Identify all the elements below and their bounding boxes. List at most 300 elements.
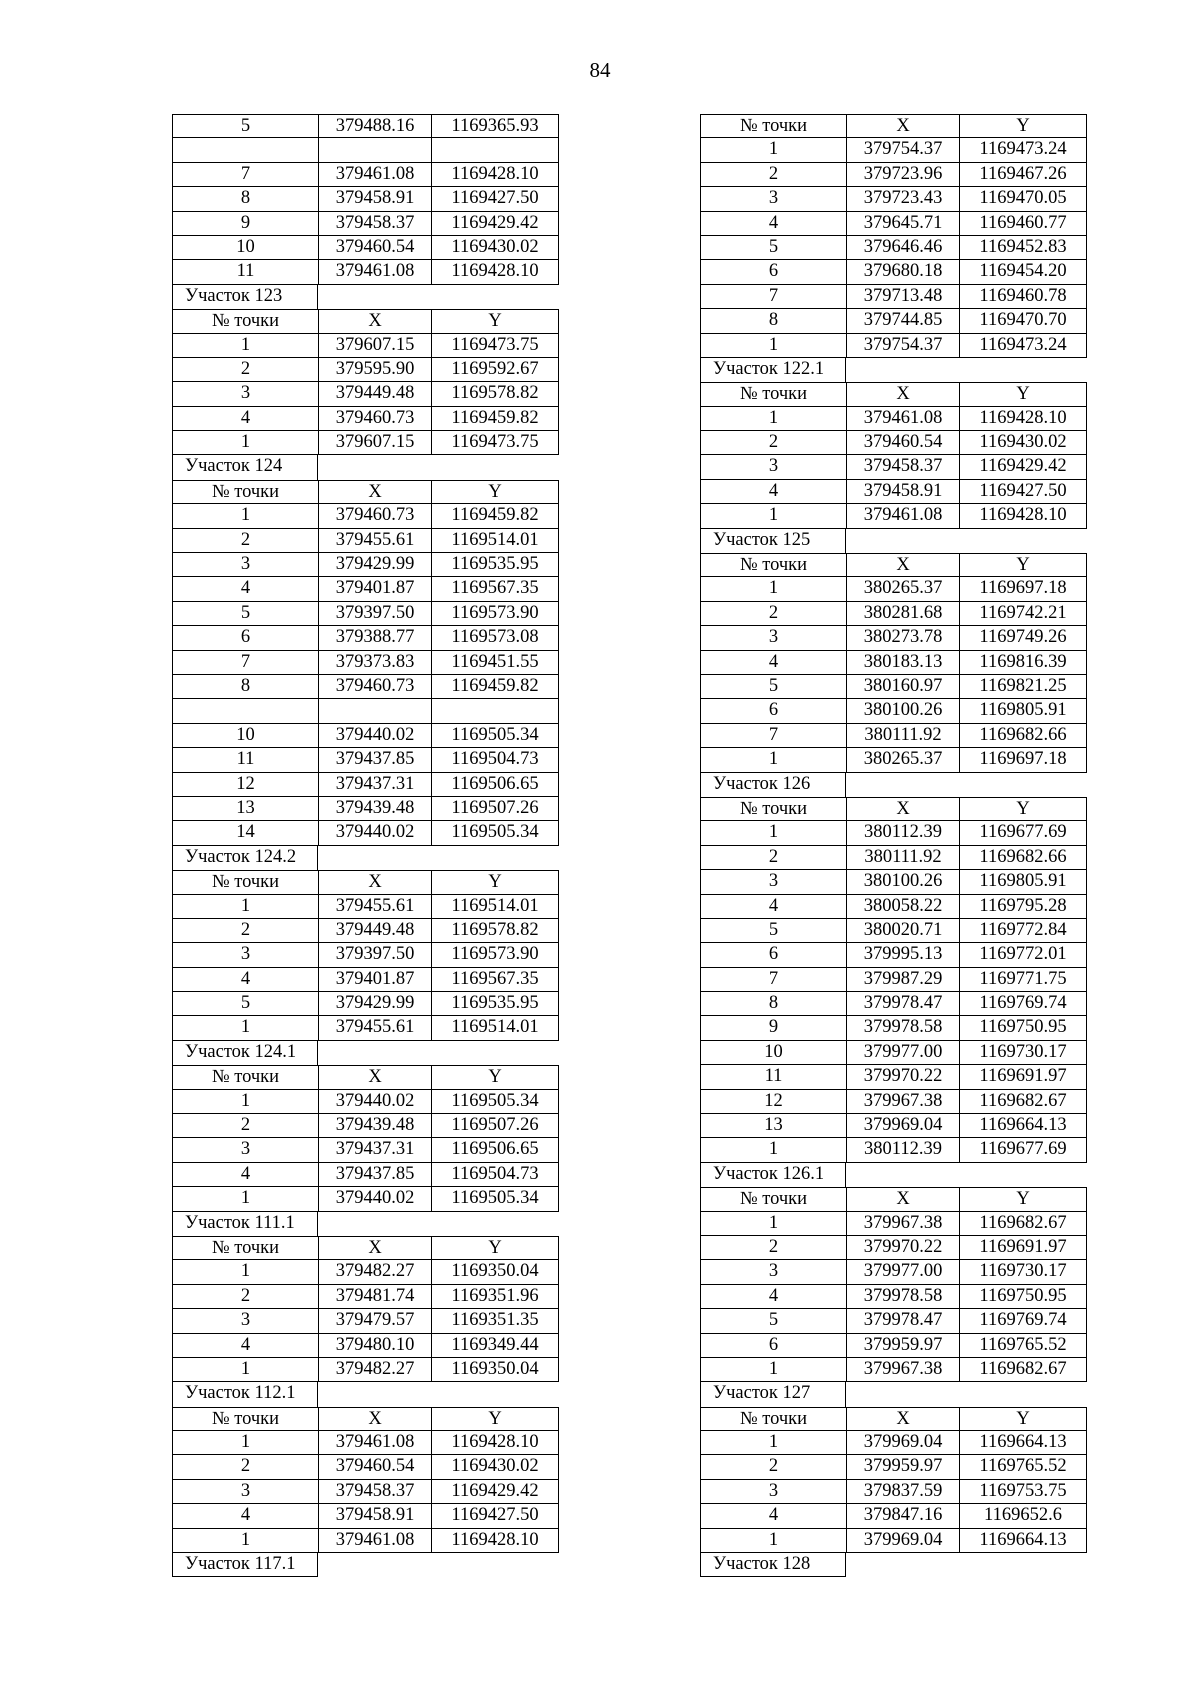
point-number-cell: 8 bbox=[172, 187, 318, 211]
y-cell: 1169730.17 bbox=[959, 1041, 1087, 1065]
point-number-cell: 2 bbox=[700, 1455, 846, 1479]
point-number-cell: 7 bbox=[700, 285, 846, 309]
y-cell: 1169769.74 bbox=[959, 992, 1087, 1016]
y-cell: 1169504.73 bbox=[431, 748, 559, 772]
table-row bbox=[700, 407, 1087, 431]
y-cell: 1169816.39 bbox=[959, 651, 1087, 675]
y-cell: 1169769.74 bbox=[959, 1309, 1087, 1333]
y-cell: 1169428.10 bbox=[431, 163, 559, 187]
x-cell: 379607.15 bbox=[318, 431, 431, 455]
x-cell: 380160.97 bbox=[846, 675, 959, 699]
point-number-cell: 6 bbox=[700, 260, 846, 284]
y-cell: 1169573.08 bbox=[431, 626, 559, 650]
point-number-cell: 7 bbox=[172, 651, 318, 675]
header-x: X bbox=[846, 553, 959, 577]
x-cell: 379967.38 bbox=[846, 1212, 959, 1236]
table-row bbox=[700, 675, 1087, 699]
x-cell: 379440.02 bbox=[318, 724, 431, 748]
section-title-row bbox=[172, 1041, 559, 1065]
x-cell bbox=[318, 138, 431, 162]
point-number-cell: 6 bbox=[700, 943, 846, 967]
point-number-cell: 1 bbox=[700, 334, 846, 358]
x-cell: 379461.08 bbox=[318, 163, 431, 187]
x-cell: 379480.10 bbox=[318, 1334, 431, 1358]
table-row bbox=[172, 114, 559, 138]
point-number-cell: 10 bbox=[700, 1041, 846, 1065]
x-cell: 379680.18 bbox=[846, 260, 959, 284]
y-cell bbox=[431, 138, 559, 162]
y-cell: 1169473.75 bbox=[431, 334, 559, 358]
y-cell: 1169805.91 bbox=[959, 870, 1087, 894]
header-point-number: № точки bbox=[172, 1407, 318, 1431]
point-number-cell bbox=[172, 699, 318, 723]
x-cell: 379397.50 bbox=[318, 943, 431, 967]
table-header-row bbox=[172, 870, 559, 894]
x-cell: 379479.57 bbox=[318, 1309, 431, 1333]
point-number-cell: 2 bbox=[172, 529, 318, 553]
table-row bbox=[700, 1309, 1087, 1333]
table-row bbox=[172, 1138, 559, 1162]
header-y: Y bbox=[431, 1407, 559, 1431]
y-cell: 1169429.42 bbox=[959, 455, 1087, 479]
table-row bbox=[700, 1138, 1087, 1162]
point-number-cell: 1 bbox=[700, 1358, 846, 1382]
header-x: X bbox=[846, 1407, 959, 1431]
y-cell: 1169697.18 bbox=[959, 577, 1087, 601]
x-cell: 379970.22 bbox=[846, 1236, 959, 1260]
y-cell: 1169470.05 bbox=[959, 187, 1087, 211]
table-row bbox=[172, 943, 559, 967]
x-cell: 379458.91 bbox=[318, 1504, 431, 1528]
y-cell: 1169427.50 bbox=[959, 480, 1087, 504]
x-cell: 380058.22 bbox=[846, 895, 959, 919]
point-number-cell: 3 bbox=[700, 1480, 846, 1504]
point-number-cell: 9 bbox=[172, 212, 318, 236]
x-cell: 379429.99 bbox=[318, 992, 431, 1016]
table-row bbox=[700, 992, 1087, 1016]
table-row bbox=[700, 1041, 1087, 1065]
y-cell: 1169567.35 bbox=[431, 577, 559, 601]
table-row bbox=[700, 821, 1087, 845]
x-cell: 380111.92 bbox=[846, 724, 959, 748]
x-cell: 379460.73 bbox=[318, 675, 431, 699]
x-cell: 379458.91 bbox=[318, 187, 431, 211]
table-header-row bbox=[172, 1407, 559, 1431]
point-number-cell: 11 bbox=[172, 260, 318, 284]
table-row bbox=[172, 577, 559, 601]
point-number-cell: 3 bbox=[700, 455, 846, 479]
y-cell: 1169772.84 bbox=[959, 919, 1087, 943]
table-row bbox=[172, 212, 559, 236]
x-cell: 379995.13 bbox=[846, 943, 959, 967]
header-y: Y bbox=[959, 797, 1087, 821]
table-row bbox=[700, 748, 1087, 772]
table-row bbox=[700, 1455, 1087, 1479]
y-cell: 1169697.18 bbox=[959, 748, 1087, 772]
table-row bbox=[172, 431, 559, 455]
x-cell: 379461.08 bbox=[318, 1431, 431, 1455]
y-cell: 1169592.67 bbox=[431, 358, 559, 382]
x-cell: 380273.78 bbox=[846, 626, 959, 650]
table-header-row bbox=[700, 382, 1087, 406]
y-cell: 1169750.95 bbox=[959, 1285, 1087, 1309]
x-cell: 380112.39 bbox=[846, 1138, 959, 1162]
y-cell: 1169677.69 bbox=[959, 821, 1087, 845]
point-number-cell: 1 bbox=[700, 577, 846, 601]
point-number-cell: 4 bbox=[700, 1504, 846, 1528]
section-title: Участок 124 bbox=[172, 455, 318, 479]
point-number-cell: 3 bbox=[700, 187, 846, 211]
x-cell: 380112.39 bbox=[846, 821, 959, 845]
table-row bbox=[700, 724, 1087, 748]
table-row bbox=[700, 138, 1087, 162]
y-cell: 1169459.82 bbox=[431, 504, 559, 528]
x-cell: 379978.58 bbox=[846, 1016, 959, 1040]
table-row bbox=[700, 163, 1087, 187]
point-number-cell: 4 bbox=[700, 212, 846, 236]
point-number-cell: 5 bbox=[172, 114, 318, 138]
header-y: Y bbox=[959, 382, 1087, 406]
point-number-cell: 4 bbox=[172, 577, 318, 601]
point-number-cell: 1 bbox=[700, 138, 846, 162]
point-number-cell: 1 bbox=[172, 1016, 318, 1040]
x-cell: 379967.38 bbox=[846, 1358, 959, 1382]
table-row bbox=[172, 919, 559, 943]
y-cell bbox=[431, 699, 559, 723]
point-number-cell: 2 bbox=[700, 431, 846, 455]
table-row bbox=[172, 1480, 559, 1504]
point-number-cell: 3 bbox=[172, 1309, 318, 1333]
x-cell: 379437.85 bbox=[318, 748, 431, 772]
y-cell: 1169682.67 bbox=[959, 1212, 1087, 1236]
y-cell: 1169805.91 bbox=[959, 699, 1087, 723]
y-cell: 1169771.75 bbox=[959, 968, 1087, 992]
table-row bbox=[700, 577, 1087, 601]
y-cell: 1169350.04 bbox=[431, 1358, 559, 1382]
x-cell: 379977.00 bbox=[846, 1041, 959, 1065]
x-cell: 379439.48 bbox=[318, 1114, 431, 1138]
header-x: X bbox=[318, 1236, 431, 1260]
y-cell: 1169504.73 bbox=[431, 1163, 559, 1187]
table-row bbox=[172, 626, 559, 650]
y-cell: 1169507.26 bbox=[431, 797, 559, 821]
x-cell: 379373.83 bbox=[318, 651, 431, 675]
header-x: X bbox=[318, 309, 431, 333]
point-number-cell: 4 bbox=[700, 895, 846, 919]
section-title: Участок 123 bbox=[172, 285, 318, 309]
x-cell: 379978.47 bbox=[846, 1309, 959, 1333]
header-x: X bbox=[846, 1187, 959, 1211]
y-cell: 1169428.10 bbox=[959, 407, 1087, 431]
point-number-cell: 1 bbox=[700, 748, 846, 772]
table-row bbox=[172, 529, 559, 553]
y-cell: 1169730.17 bbox=[959, 1260, 1087, 1284]
header-y: Y bbox=[431, 1236, 559, 1260]
y-cell: 1169506.65 bbox=[431, 1138, 559, 1162]
point-number-cell: 1 bbox=[700, 821, 846, 845]
y-cell: 1169430.02 bbox=[431, 236, 559, 260]
point-number-cell: 8 bbox=[172, 675, 318, 699]
y-cell: 1169505.34 bbox=[431, 724, 559, 748]
header-point-number: № точки bbox=[172, 309, 318, 333]
table-row bbox=[172, 1260, 559, 1284]
header-y: Y bbox=[959, 1407, 1087, 1431]
table-row bbox=[700, 895, 1087, 919]
point-number-cell: 12 bbox=[172, 773, 318, 797]
y-cell: 1169535.95 bbox=[431, 553, 559, 577]
point-number-cell: 3 bbox=[172, 553, 318, 577]
point-number-cell: 2 bbox=[172, 919, 318, 943]
y-cell: 1169428.10 bbox=[959, 504, 1087, 528]
point-number-cell: 13 bbox=[172, 797, 318, 821]
point-number-cell: 3 bbox=[700, 870, 846, 894]
point-number-cell: 4 bbox=[172, 407, 318, 431]
point-number-cell: 4 bbox=[700, 480, 846, 504]
y-cell: 1169691.97 bbox=[959, 1236, 1087, 1260]
table-row bbox=[700, 943, 1087, 967]
x-cell: 380265.37 bbox=[846, 748, 959, 772]
point-number-cell: 2 bbox=[172, 1285, 318, 1309]
section-title: Участок 125 bbox=[700, 529, 846, 553]
point-number-cell: 1 bbox=[700, 1529, 846, 1553]
y-cell: 1169452.83 bbox=[959, 236, 1087, 260]
table-row bbox=[172, 1529, 559, 1553]
table-row bbox=[172, 1187, 559, 1211]
point-number-cell: 3 bbox=[172, 1138, 318, 1162]
header-point-number: № точки bbox=[700, 1407, 846, 1431]
y-cell: 1169351.96 bbox=[431, 1285, 559, 1309]
y-cell: 1169664.13 bbox=[959, 1114, 1087, 1138]
right-coordinates-table bbox=[700, 114, 1087, 1577]
point-number-cell: 11 bbox=[700, 1065, 846, 1089]
point-number-cell: 4 bbox=[172, 1334, 318, 1358]
point-number-cell bbox=[172, 138, 318, 162]
point-number-cell: 3 bbox=[700, 626, 846, 650]
table-row bbox=[172, 748, 559, 772]
point-number-cell: 2 bbox=[172, 358, 318, 382]
table-row bbox=[172, 236, 559, 260]
table-row bbox=[172, 1016, 559, 1040]
table-row bbox=[700, 1504, 1087, 1528]
point-number-cell: 1 bbox=[172, 1358, 318, 1382]
section-title: Участок 117.1 bbox=[172, 1553, 318, 1577]
x-cell: 379967.38 bbox=[846, 1090, 959, 1114]
y-cell: 1169507.26 bbox=[431, 1114, 559, 1138]
point-number-cell: 3 bbox=[172, 1480, 318, 1504]
section-title-row bbox=[700, 773, 1087, 797]
table-row bbox=[172, 504, 559, 528]
header-y: Y bbox=[431, 1065, 559, 1089]
y-cell: 1169506.65 bbox=[431, 773, 559, 797]
x-cell: 379837.59 bbox=[846, 1480, 959, 1504]
y-cell: 1169664.13 bbox=[959, 1529, 1087, 1553]
y-cell: 1169573.90 bbox=[431, 943, 559, 967]
y-cell: 1169578.82 bbox=[431, 382, 559, 406]
y-cell: 1169573.90 bbox=[431, 602, 559, 626]
section-title: Участок 112.1 bbox=[172, 1382, 318, 1406]
section-title: Участок 128 bbox=[700, 1553, 846, 1577]
table-header-row bbox=[700, 797, 1087, 821]
point-number-cell: 1 bbox=[172, 1260, 318, 1284]
section-title: Участок 124.2 bbox=[172, 846, 318, 870]
y-cell: 1169473.75 bbox=[431, 431, 559, 455]
point-number-cell: 1 bbox=[700, 504, 846, 528]
table-row bbox=[172, 260, 559, 284]
x-cell: 379978.58 bbox=[846, 1285, 959, 1309]
table-row bbox=[172, 382, 559, 406]
y-cell: 1169772.01 bbox=[959, 943, 1087, 967]
x-cell: 379969.04 bbox=[846, 1114, 959, 1138]
y-cell: 1169682.66 bbox=[959, 724, 1087, 748]
x-cell: 379458.37 bbox=[318, 212, 431, 236]
table-row bbox=[700, 1529, 1087, 1553]
table-row bbox=[700, 699, 1087, 723]
header-point-number: № точки bbox=[700, 797, 846, 821]
header-point-number: № точки bbox=[700, 382, 846, 406]
table-row bbox=[172, 163, 559, 187]
point-number-cell: 3 bbox=[172, 943, 318, 967]
x-cell: 379482.27 bbox=[318, 1358, 431, 1382]
point-number-cell: 1 bbox=[172, 504, 318, 528]
table-row bbox=[700, 1358, 1087, 1382]
x-cell: 380265.37 bbox=[846, 577, 959, 601]
page-number: 84 bbox=[589, 58, 611, 82]
x-cell: 379713.48 bbox=[846, 285, 959, 309]
section-title-row bbox=[700, 1553, 1087, 1577]
point-number-cell: 10 bbox=[172, 236, 318, 260]
x-cell: 379397.50 bbox=[318, 602, 431, 626]
y-cell: 1169428.10 bbox=[431, 1529, 559, 1553]
y-cell: 1169350.04 bbox=[431, 1260, 559, 1284]
header-point-number: № точки bbox=[700, 553, 846, 577]
point-number-cell: 5 bbox=[700, 675, 846, 699]
x-cell: 379754.37 bbox=[846, 138, 959, 162]
header-y: Y bbox=[431, 870, 559, 894]
point-number-cell: 1 bbox=[700, 407, 846, 431]
point-number-cell: 7 bbox=[700, 724, 846, 748]
table-row bbox=[700, 1480, 1087, 1504]
table-row bbox=[700, 1212, 1087, 1236]
y-cell: 1169682.67 bbox=[959, 1090, 1087, 1114]
table-row bbox=[700, 1114, 1087, 1138]
y-cell: 1169505.34 bbox=[431, 1090, 559, 1114]
y-cell: 1169473.24 bbox=[959, 138, 1087, 162]
y-cell: 1169535.95 bbox=[431, 992, 559, 1016]
x-cell: 379460.73 bbox=[318, 504, 431, 528]
y-cell: 1169765.52 bbox=[959, 1334, 1087, 1358]
table-row bbox=[172, 651, 559, 675]
section-title-row bbox=[700, 358, 1087, 382]
section-title-row bbox=[172, 1553, 559, 1577]
table-row bbox=[172, 895, 559, 919]
table-header-row bbox=[700, 1187, 1087, 1211]
section-title: Участок 111.1 bbox=[172, 1212, 318, 1236]
header-point-number: № точки bbox=[172, 870, 318, 894]
x-cell: 379847.16 bbox=[846, 1504, 959, 1528]
y-cell: 1169459.82 bbox=[431, 407, 559, 431]
header-x: X bbox=[846, 797, 959, 821]
point-number-cell: 5 bbox=[700, 1309, 846, 1333]
table-row bbox=[172, 675, 559, 699]
point-number-cell: 14 bbox=[172, 821, 318, 845]
x-cell: 379460.73 bbox=[318, 407, 431, 431]
header-point-number: № точки bbox=[172, 1065, 318, 1089]
x-cell: 379460.54 bbox=[846, 431, 959, 455]
section-title: Участок 126 bbox=[700, 773, 846, 797]
section-title: Участок 124.1 bbox=[172, 1041, 318, 1065]
table-row bbox=[700, 212, 1087, 236]
header-y: Y bbox=[959, 114, 1087, 138]
x-cell: 379440.02 bbox=[318, 821, 431, 845]
section-title-row bbox=[172, 1382, 559, 1406]
header-y: Y bbox=[431, 309, 559, 333]
section-title-row bbox=[172, 846, 559, 870]
y-cell: 1169429.42 bbox=[431, 212, 559, 236]
table-row bbox=[700, 334, 1087, 358]
x-cell: 380100.26 bbox=[846, 699, 959, 723]
header-x: X bbox=[318, 870, 431, 894]
x-cell bbox=[318, 699, 431, 723]
y-cell: 1169428.10 bbox=[431, 260, 559, 284]
table-row bbox=[700, 651, 1087, 675]
x-cell: 379455.61 bbox=[318, 895, 431, 919]
x-cell: 380020.71 bbox=[846, 919, 959, 943]
table-row bbox=[172, 724, 559, 748]
table-row bbox=[172, 553, 559, 577]
y-cell: 1169677.69 bbox=[959, 1138, 1087, 1162]
header-x: X bbox=[318, 1407, 431, 1431]
point-number-cell: 1 bbox=[172, 1431, 318, 1455]
x-cell: 379978.47 bbox=[846, 992, 959, 1016]
section-title-row bbox=[172, 1212, 559, 1236]
x-cell: 379977.00 bbox=[846, 1260, 959, 1284]
table-header-row bbox=[700, 1407, 1087, 1431]
point-number-cell: 4 bbox=[700, 1285, 846, 1309]
x-cell: 379449.48 bbox=[318, 919, 431, 943]
x-cell: 379488.16 bbox=[318, 114, 431, 138]
y-cell: 1169349.44 bbox=[431, 1334, 559, 1358]
table-row bbox=[700, 846, 1087, 870]
y-cell: 1169430.02 bbox=[431, 1455, 559, 1479]
header-y: Y bbox=[959, 1187, 1087, 1211]
point-number-cell: 6 bbox=[700, 699, 846, 723]
point-number-cell: 2 bbox=[700, 846, 846, 870]
point-number-cell: 6 bbox=[700, 1334, 846, 1358]
y-cell: 1169427.50 bbox=[431, 1504, 559, 1528]
table-row bbox=[172, 797, 559, 821]
table-row bbox=[172, 1431, 559, 1455]
point-number-cell: 1 bbox=[172, 895, 318, 919]
table-row bbox=[700, 1431, 1087, 1455]
table-row bbox=[172, 1163, 559, 1187]
x-cell: 379458.37 bbox=[846, 455, 959, 479]
y-cell: 1169428.10 bbox=[431, 1431, 559, 1455]
section-title: Участок 122.1 bbox=[700, 358, 846, 382]
point-number-cell: 3 bbox=[700, 1260, 846, 1284]
y-cell: 1169365.93 bbox=[431, 114, 559, 138]
table-row bbox=[172, 1455, 559, 1479]
table-row bbox=[700, 1090, 1087, 1114]
table-row bbox=[172, 1309, 559, 1333]
y-cell: 1169451.55 bbox=[431, 651, 559, 675]
table-row bbox=[172, 1090, 559, 1114]
table-row bbox=[700, 1065, 1087, 1089]
section-title-row bbox=[172, 455, 559, 479]
table-row bbox=[700, 1016, 1087, 1040]
table-row bbox=[172, 187, 559, 211]
table-header-row bbox=[700, 114, 1087, 138]
table-row bbox=[172, 1114, 559, 1138]
